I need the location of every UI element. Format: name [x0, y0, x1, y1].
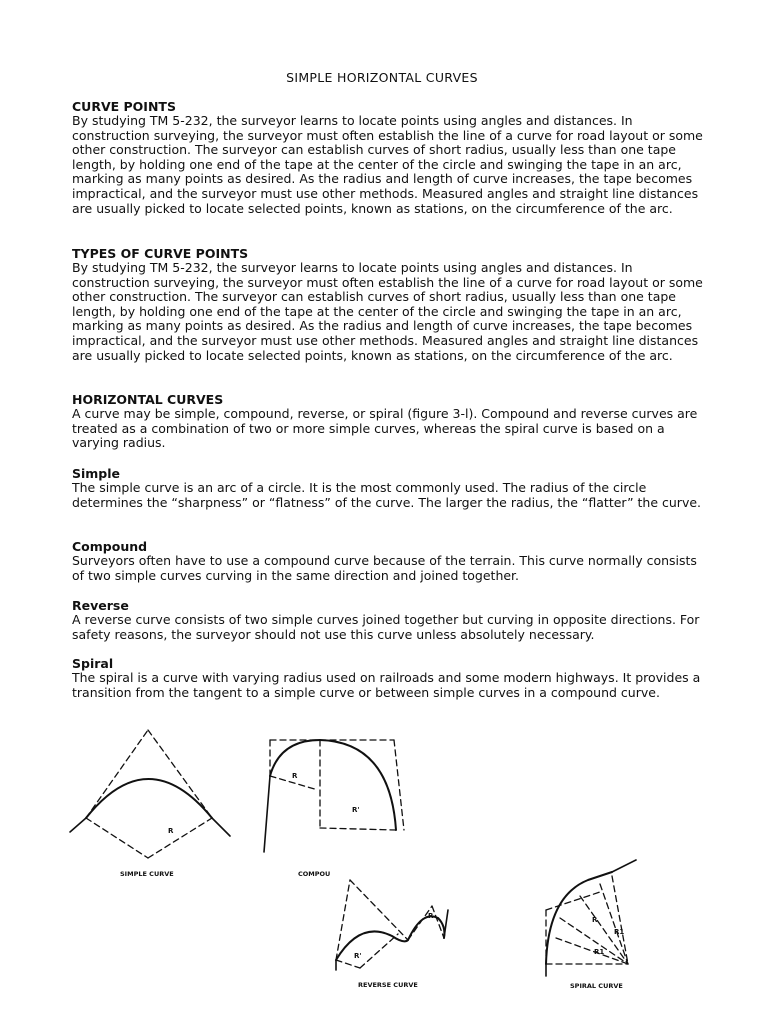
spiral-curve-radius-label-1: R1 — [614, 928, 625, 936]
section-reverse — [72, 598, 712, 642]
section-body: The simple curve is an arc of a circle. It is the most commonly used. The radius of the circle determines the “sharpness” or “flatness” of the curve. The larger the radius, the “flatter” the curve. — [72, 480, 702, 510]
spiral-curve-diagram — [546, 860, 636, 976]
section-heading: Reverse — [72, 598, 129, 613]
compound-curve-radius-label-1: R — [292, 772, 298, 780]
section-heading: Simple — [72, 466, 121, 481]
spiral-curve-radius-label: R — [592, 916, 598, 924]
section-types-of-curve-points — [72, 246, 712, 363]
section-spiral — [72, 656, 712, 700]
section-horizontal-curves — [72, 392, 712, 451]
compound-curve-diagram — [264, 740, 404, 852]
spiral-curve-radius-label-2: R1 — [594, 948, 605, 956]
section-body: The spiral is a curve with varying radius used on railroads and some modern highways. It provides a transition from the tangent to a simple curve or between simple curves in a compound curve. — [72, 670, 701, 700]
section-body: By studying TM 5-232, the surveyor learns to locate points using angles and distances. In construction surveying, the surveyor must often establish the line of a curve for road layout or some other construction. The surveyor can establish curves of short radius, usually less than one tape length, by holding one end of the tape at the center of the circle and swinging the tape in an arc, marking as many points as desired. As the radius and length of curve increases, the tape becomes impractical, and the surveyor must use other methods. Measured angles and straight line distances are usually picked to locate selected points, known as stations, on the circumference of the arc. — [72, 113, 703, 216]
simple-curve-caption: SIMPLE CURVE — [120, 870, 174, 878]
section-heading: HORIZONTAL CURVES — [72, 392, 224, 407]
section-heading: Spiral — [72, 656, 114, 671]
section-curve-points — [72, 99, 712, 216]
spiral-curve-caption: SPIRAL CURVE — [570, 982, 623, 990]
section-compound — [72, 539, 712, 583]
section-body: Surveyors often have to use a compound curve because of the terrain. This curve normally consists of two simple curves curving in the same direction and joined together. — [72, 553, 697, 583]
section-body: A curve may be simple, compound, reverse, or spiral (figure 3-l). Compound and reverse curves are treated as a combination of two or more simple curves, whereas the spiral curve is based on a varying radius. — [72, 406, 698, 451]
reverse-curve-caption: REVERSE CURVE — [358, 981, 418, 989]
simple-curve-diagram — [70, 730, 230, 858]
section-heading: TYPES OF CURVE POINTS — [72, 246, 249, 261]
section-simple — [72, 466, 712, 510]
reverse-curve-diagram — [336, 880, 448, 970]
section-heading: Compound — [72, 539, 148, 554]
section-body: By studying TM 5-232, the surveyor learns to locate points using angles and distances. In construction surveying, the surveyor must often establish the line of a curve for road layout or some other construction. The surveyor can establish curves of short radius, usually less than one tape length, by holding one end of the tape at the center of the circle and swinging the tape in an arc, marking as many points as desired. As the radius and length of curve increases, the tape becomes impractical, and the surveyor must use other methods. Measured angles and straight line distances are usually picked to locate selected points, known as stations, on the circumference of the arc. — [72, 260, 703, 363]
section-heading: CURVE POINTS — [72, 99, 176, 114]
section-body: A reverse curve consists of two simple curves joined together but curving in opposite directions. For safety reasons, the surveyor should not use this curve unless absolutely necessary. — [72, 612, 700, 642]
reverse-curve-radius-label-1: R — [428, 912, 434, 920]
simple-curve-radius-label: R — [168, 827, 174, 835]
reverse-curve-radius-label-2: R' — [354, 952, 362, 960]
compound-curve-radius-label-2: R' — [352, 806, 360, 814]
document-title: SIMPLE HORIZONTAL CURVES — [286, 70, 478, 85]
compound-curve-caption: COMPOU — [298, 870, 331, 878]
